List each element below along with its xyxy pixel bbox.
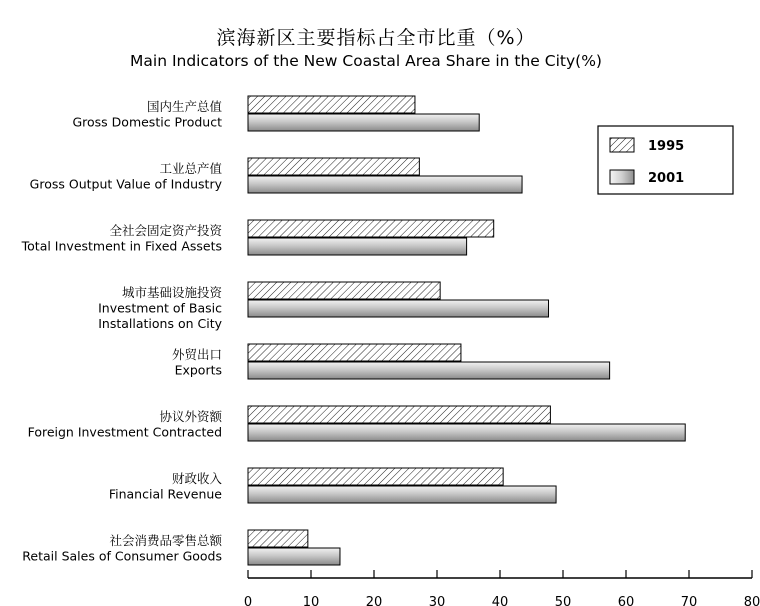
- bar-2001-8: [248, 548, 340, 565]
- x-tick-label-8: 70: [680, 595, 698, 606]
- category-label-en-6-1: Foreign Investment Contracted: [27, 424, 222, 440]
- category-label-cn-6: 协议外资额: [159, 409, 222, 424]
- bar-1995-7: [248, 468, 503, 485]
- category-label-en-7-1: Financial Revenue: [108, 486, 222, 502]
- x-tick-label-1: 0: [243, 595, 253, 606]
- category-label-en-2-1: Gross Output Value of Industry: [29, 176, 222, 192]
- bar-1995-4: [248, 282, 440, 299]
- category-label-en-8-1: Retail Sales of Consumer Goods: [22, 548, 222, 564]
- chart-title: 滨海新区主要指标占全市比重（%）: [216, 27, 536, 49]
- category-label-en-4-2: Installations on City: [98, 316, 222, 331]
- x-tick-label-6: 50: [554, 595, 572, 606]
- bar-2001-3: [248, 238, 467, 255]
- bar-2001-2: [248, 176, 522, 193]
- legend-swatch-2001: [610, 170, 634, 184]
- chart-subtitle: Main Indicators of the New Coastal Area Share in the City(%): [130, 52, 602, 70]
- x-tick-label-3: 20: [365, 595, 383, 606]
- bar-1995-6: [248, 406, 550, 423]
- category-label-cn-7: 财政收入: [171, 471, 222, 486]
- bar-1995-1: [248, 96, 415, 113]
- category-label-en-5-1: Exports: [174, 362, 222, 378]
- category-label-cn-3: 全社会固定资产投资: [109, 223, 222, 238]
- category-label-cn-1: 国内生产总值: [146, 99, 222, 114]
- x-tick-label-4: 30: [428, 595, 446, 606]
- x-axis-ticks: [244, 570, 760, 606]
- category-label-cn-2: 工业总产值: [159, 161, 222, 176]
- category-label-cn-4: 城市基础设施投资: [121, 285, 222, 300]
- bar-2001-1: [248, 114, 479, 131]
- x-tick-label-2: 10: [302, 595, 320, 606]
- bar-1995-3: [248, 220, 494, 237]
- bar-1995-2: [248, 158, 419, 175]
- x-tick-label-9: 80: [743, 595, 760, 606]
- bar-2001-7: [248, 486, 556, 503]
- legend: [598, 126, 733, 194]
- legend-label-2001: 2001: [648, 171, 685, 186]
- category-label-cn-8: 社会消费品零售总额: [109, 533, 222, 548]
- legend-label-1995: 1995: [648, 139, 685, 154]
- bar-2001-5: [248, 362, 610, 379]
- x-tick-label-5: 40: [491, 595, 509, 606]
- category-label-en-1-1: Gross Domestic Product: [72, 114, 222, 130]
- category-label-cn-5: 外贸出口: [171, 347, 222, 362]
- bar-1995-8: [248, 530, 308, 547]
- x-tick-label-7: 60: [617, 595, 635, 606]
- category-label-en-3-1: Total Investment in Fixed Assets: [21, 238, 222, 254]
- legend-swatch-1995: [610, 138, 634, 152]
- bar-2001-6: [248, 424, 685, 441]
- category-label-en-4-1: Investment of Basic: [98, 300, 222, 316]
- bar-1995-5: [248, 344, 461, 361]
- bar-2001-4: [248, 300, 549, 317]
- category-labels: [21, 99, 223, 564]
